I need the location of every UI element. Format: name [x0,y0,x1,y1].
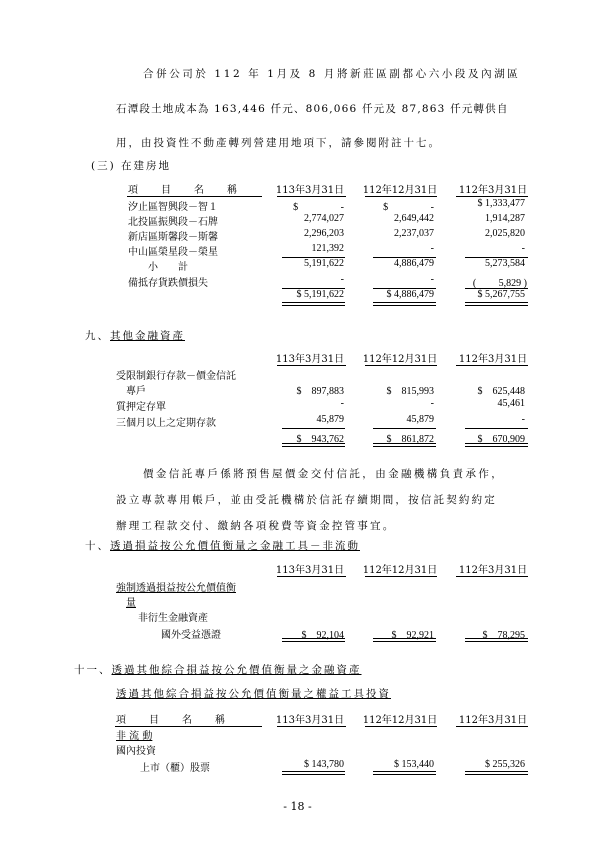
row-value: 121,392 [311,243,344,254]
row-value: $ 143,780 [304,759,344,770]
row-label: 強制透過損益按公允價值衡 [116,583,236,594]
total-value: $ 670,909 [477,434,525,445]
col-header-1: 113年3月31日 [275,354,345,365]
double-rule [465,443,528,447]
total-rule [373,428,436,429]
double-rule [282,638,345,642]
section11-heading [74,662,362,677]
col-header-1: 113年3月31日 [275,715,345,726]
double-rule [373,638,436,642]
section11-title: 透過其他綜合損益按公允價值衡量之金融資產 [111,664,362,676]
row-value: 2,025,820 [485,228,525,239]
row-value: $ 625,448 [477,386,525,397]
row-value: $ 255,326 [485,759,525,770]
header-rule [365,196,437,197]
row-label: 備抵存貨跌價損失 [128,278,208,289]
row-label: 量 [126,598,136,609]
total-rule [465,428,528,429]
col-item-header: 項 目 名 稱 [128,185,238,196]
row-value: 5,273,584 [485,258,525,269]
row-label: 質押定存單 [116,402,166,413]
header-rule [456,196,528,197]
row-value: $ 897,883 [296,386,344,397]
col-header-2: 112年12月31日 [362,185,438,196]
row-value: 2,774,027 [304,213,344,224]
row-label: 非 流 動 [116,731,153,742]
header-rule [277,726,346,727]
total-value: $ 5,267,755 [477,289,525,300]
double-rule [373,443,436,447]
intro-line-3: 用，由投資性不動產轉列營建用地項下，請參閱附註十七。 [116,137,441,149]
row-label: 國內投資 [116,746,156,757]
section9-title: 其他金融資產 [110,330,185,342]
col-header-1: 113年3月31日 [275,185,345,196]
double-rule [373,771,436,775]
total-value: $ 943,762 [296,434,344,445]
row-value: $ 92,104 [301,630,344,641]
double-rule [465,302,528,306]
section9-number: 九、 [85,330,110,342]
row-label: 中山區榮星段－榮星 [128,247,218,258]
row-value: 2,296,203 [304,228,344,239]
row-value: - [340,274,344,285]
col-header-2: 112年12月31日 [362,715,438,726]
col-header-2: 112年12月31日 [362,565,438,576]
header-rule [456,726,528,727]
section10-heading [85,538,360,553]
row-value: ( 5,829 ) [472,278,527,289]
row-value: - [430,398,434,409]
row-label: 專戶 [116,386,146,397]
row-label: 上市（櫃）股票 [140,763,210,774]
row-value: - [430,274,434,285]
row-value: $ - [383,202,434,213]
row-value: $ 815,993 [386,386,434,397]
section9-para-3: 辦理工程款交付、繳納各項稅費等資金控管事宜。 [116,520,396,532]
row-label: 汐止區智興段－智１ [128,202,218,213]
double-rule [465,771,528,775]
section9-para-2: 設立專款專用帳戶，並由受託機構於信託存續期間，按信託契約約定 [116,494,497,506]
header-rule [277,576,346,577]
row-label: 三個月以上之定期存款 [116,418,216,429]
row-value: $ 92,921 [391,630,434,641]
total-value: $ 4,886,479 [386,289,434,300]
row-value: 5,191,622 [304,258,344,269]
col-header-1: 113年3月31日 [275,565,345,576]
double-rule [282,302,345,306]
col-item-header: 項 目 名 稱 [116,715,226,726]
row-value: - [521,414,525,425]
row-value: 2,649,442 [394,213,434,224]
header-rule [365,726,437,727]
double-rule [465,638,528,642]
section11-number: 十一、 [74,664,112,676]
double-rule [373,302,436,306]
row-value: $ 153,440 [394,759,434,770]
row-label: 受限制銀行存款－價金信託 [116,371,236,382]
section9-heading [85,328,185,343]
section10-title: 透過損益按公允價值衡量之金融工具－非流動 [110,540,360,552]
row-value: $ 78,295 [482,630,525,641]
section10-number: 十、 [85,540,110,552]
header-rule [365,576,437,577]
row-label: 小 計 [128,262,188,273]
row-value: - [340,398,344,409]
total-value: $ 861,872 [386,434,434,445]
row-value: $ 1,333,477 [477,198,525,209]
row-value: 2,237,037 [394,228,434,239]
row-value: 45,879 [316,414,344,425]
row-value: 45,461 [497,398,525,409]
double-rule [282,443,345,447]
col-header-2: 112年12月31日 [362,354,438,365]
page-number: - 18 - [283,800,312,813]
col-header-3: 112年3月31日 [458,185,528,196]
col-header-3: 112年3月31日 [458,354,528,365]
row-value: 1,914,287 [485,213,525,224]
header-rule [456,576,528,577]
header-rule [365,365,437,366]
row-label: 國外受益憑證 [161,630,221,641]
row-value: 45,879 [406,414,434,425]
total-rule [282,428,345,429]
section11-subheading [116,686,391,701]
row-value: - [430,243,434,254]
header-rule [456,365,528,366]
row-value: - [521,243,525,254]
construction-heading: (三) 在建房地 [91,160,172,172]
section9-para-1: 價金信託專戶係將預售屋價金交付信託，由金融機構負責承作， [143,468,505,480]
header-rule [277,365,346,366]
row-value: 4,886,479 [394,258,434,269]
col-header-3: 112年3月31日 [458,565,528,576]
double-rule [282,771,345,775]
row-value: $ - [293,202,344,213]
header-rule [127,196,262,197]
header-rule [277,196,346,197]
row-label: 北投區振興段－石牌 [128,217,218,228]
intro-line-1: 合併公司於 112 年 1月及 8 月將新莊區副都心六小段及內湖區 [143,68,521,80]
row-label: 新店區斯馨段－斯馨 [128,232,218,243]
section11-subtitle: 透過其他綜合損益按公允價值衡量之權益工具投資 [116,688,391,700]
intro-line-2: 石潭段土地成本為 163,446 仟元、806,066 仟元及 87,863 仟元轉供自 [116,103,509,115]
total-value: $ 5,191,622 [296,289,344,300]
row-label: 非衍生金融資產 [138,613,208,624]
col-header-3: 112年3月31日 [458,715,528,726]
